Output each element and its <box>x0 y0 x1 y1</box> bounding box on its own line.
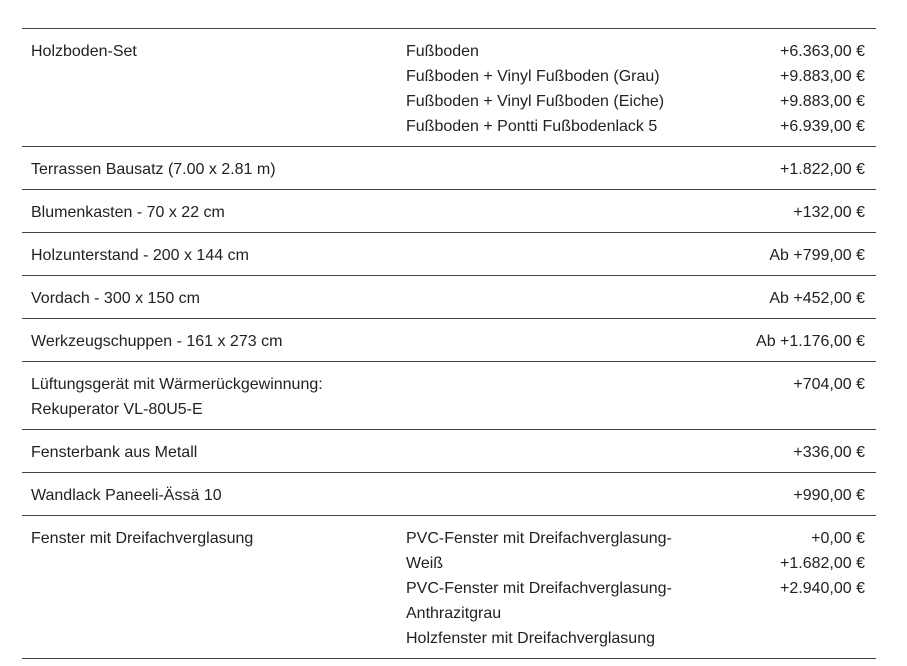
price-cell <box>736 440 876 465</box>
variant-options-cell <box>406 483 736 508</box>
product-name: Werkzeugschuppen - 161 x 273 cm <box>31 333 283 350</box>
variant-option: Fußboden <box>406 43 479 60</box>
variant-option: PVC-Fenster mit Dreifachverglasung- <box>406 580 672 597</box>
price-cell <box>736 526 876 651</box>
product-name: Rekuperator VL-80U5-E <box>31 401 203 418</box>
price-value: +9.883,00 € <box>780 93 865 110</box>
price-value: +2.940,00 € <box>780 580 865 597</box>
price-cell <box>736 157 876 182</box>
price-cell <box>736 329 876 354</box>
price-value: +9.883,00 € <box>780 68 865 85</box>
variant-option: Fußboden + Pontti Fußbodenlack 5 <box>406 118 658 135</box>
price-cell <box>736 286 876 311</box>
price-cell <box>736 372 876 422</box>
product-name: Blumenkasten - 70 x 22 cm <box>31 204 225 221</box>
product-name: Terrassen Bausatz (7.00 x 2.81 m) <box>31 161 276 178</box>
variant-options-cell <box>406 39 736 139</box>
price-value: +6.939,00 € <box>780 118 865 135</box>
price-value: Ab +799,00 € <box>769 247 865 264</box>
variant-options-cell <box>406 200 736 225</box>
variant-option: Weiß <box>406 555 444 572</box>
product-name-cell <box>22 200 406 225</box>
price-value: +704,00 € <box>793 376 865 393</box>
product-name-cell <box>22 483 406 508</box>
product-name-cell <box>22 286 406 311</box>
price-cell <box>736 39 876 139</box>
product-name-cell <box>22 440 406 465</box>
price-value: +1.822,00 € <box>780 161 865 178</box>
table-row <box>22 516 876 659</box>
price-value: Ab +452,00 € <box>769 290 865 307</box>
price-cell <box>736 243 876 268</box>
variant-options-cell <box>406 372 736 422</box>
options-price-table <box>22 28 876 659</box>
table-row <box>22 233 876 276</box>
variant-option: Fußboden + Vinyl Fußboden (Grau) <box>406 68 660 85</box>
variant-options-cell <box>406 526 736 651</box>
price-value: +6.363,00 € <box>780 43 865 60</box>
variant-options-cell <box>406 440 736 465</box>
table-row <box>22 276 876 319</box>
variant-options-cell <box>406 329 736 354</box>
table-row <box>22 430 876 473</box>
product-name: Fenster mit Dreifachverglasung <box>31 530 254 547</box>
product-name: Wandlack Paneeli-Ässä 10 <box>31 487 222 504</box>
product-name-cell <box>22 329 406 354</box>
product-name: Vordach - 300 x 150 cm <box>31 290 200 307</box>
price-cell <box>736 483 876 508</box>
product-name-cell <box>22 39 406 139</box>
product-name: Lüftungsgerät mit Wärmerückgewinnung: <box>31 376 323 393</box>
price-value: Ab +1.176,00 € <box>756 333 865 350</box>
price-value: +1.682,00 € <box>780 555 865 572</box>
table-row <box>22 190 876 233</box>
product-name: Fensterbank aus Metall <box>31 444 198 461</box>
variant-options-cell <box>406 243 736 268</box>
variant-option: PVC-Fenster mit Dreifachverglasung- <box>406 530 672 547</box>
price-value: +990,00 € <box>793 487 865 504</box>
table-row <box>22 147 876 190</box>
variant-option: Anthrazitgrau <box>406 605 502 622</box>
product-name-cell <box>22 157 406 182</box>
product-name-cell <box>22 243 406 268</box>
table-row <box>22 473 876 516</box>
variant-options-cell <box>406 157 736 182</box>
price-value: +0,00 € <box>811 530 865 547</box>
price-value: +336,00 € <box>793 444 865 461</box>
product-name: Holzunterstand - 200 x 144 cm <box>31 247 249 264</box>
table-row <box>22 29 876 147</box>
table-row <box>22 362 876 430</box>
product-name: Holzboden-Set <box>31 43 137 60</box>
price-value: +132,00 € <box>793 204 865 221</box>
variant-option: Fußboden + Vinyl Fußboden (Eiche) <box>406 93 665 110</box>
product-name-cell <box>22 526 406 651</box>
variant-option: Holzfenster mit Dreifachverglasung <box>406 630 655 647</box>
variant-options-cell <box>406 286 736 311</box>
product-name-cell <box>22 372 406 422</box>
table-row <box>22 319 876 362</box>
price-cell <box>736 200 876 225</box>
